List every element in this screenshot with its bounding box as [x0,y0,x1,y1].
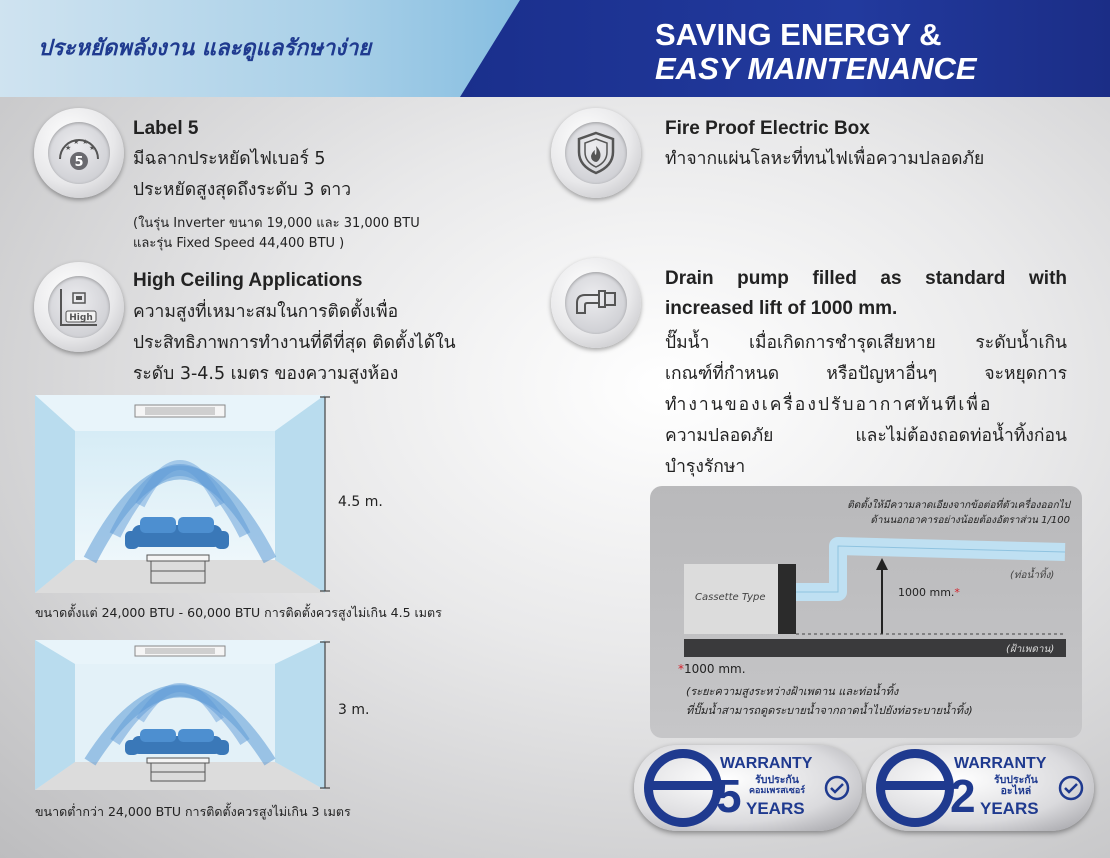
warranty-sub2-2: อะไหล่ [1000,785,1032,797]
warranty-number-1: 5 [716,770,742,822]
svg-text:★: ★ [65,144,72,152]
page-title [655,18,977,86]
warranty-badge-parts [866,745,1094,831]
svg-text:★: ★ [89,144,96,152]
slope-note-line1: ติดตั้งให้มีความลาดเอียงจากข้อต่อที่ตัวเครื่องออกไป [847,500,1070,511]
warranty-years-2: YEARS [980,799,1039,818]
drain-line2: เกณฑ์ที่กำหนด หรือปัญหาอื่นๆ จะหยุดการ [665,364,1067,384]
label5-note1: (ในรุ่น Inverter ขนาด 19,000 และ 31,000 BTU [133,216,420,231]
label-number: 5 [74,155,84,170]
high-ceiling-line2: ประสิทธิภาพการทำงานที่ดีที่สุด ติดตั้งได้ใน [133,333,456,353]
drain-line1: ปั๊มน้ำ เมื่อเกิดการชำรุดเสียหาย ระดับน้ำเกิน [665,333,1067,353]
room-short-dimension: 3 m. [338,702,370,718]
energy-label-icon [56,133,102,173]
height-arrow-short [318,640,332,790]
warranty-badge-compressor [634,745,862,831]
drain-pump-desc [665,328,1067,483]
footnote [686,682,973,720]
ceiling-label: (ฝ้าเพดาน) [1006,644,1055,655]
fire-proof-icon [551,108,641,198]
lift-asterisk: * [954,586,960,599]
high-ceiling-line3: ระดับ 3-4.5 เมตร ของความสูงห้อง [133,364,399,384]
label5-line1: มีฉลากประหยัดไฟเบอร์ 5 [133,149,326,169]
drain-line5: บำรุงรักษา [665,457,746,477]
check-icon [824,775,850,801]
lift-value: 1000 mm. [898,586,955,599]
high-ceiling-icon [34,262,124,352]
height-arrow-tall [318,395,332,593]
drain-diagram [650,486,1082,738]
footnote-asterisk: * [678,662,684,676]
drain-pump-icon [551,258,641,348]
svg-text:★: ★ [73,138,80,146]
warranty-sub2-1: คอมเพรสเซอร์ [749,786,806,796]
label5-note [133,214,420,254]
fire-proof-desc: ทำจากแผ่นโลหะที่ทนไฟเพื่อความปลอดภัย [665,149,985,169]
cassette-label: Cassette Type [695,592,766,603]
title-line2: EASY MAINTENANCE [655,51,977,86]
footnote-line2: ที่ปั๊มน้ำสามารถดูดระบายน้ำจากถาดน้ำไปยังท่อระบายน้ำทิ้ง) [686,704,973,717]
room-illustration-short [35,640,325,790]
warranty-title-1: WARRANTY [720,755,813,772]
high-ceiling-title: High Ceiling Applications [133,270,363,291]
warranty-sub-1 [749,775,805,797]
room-tall-dimension: 4.5 m. [338,494,383,510]
drain-line3: ทำงานของเครื่องปรับอากาศทันทีเพื่อ [665,395,993,415]
shield-fire-icon [575,130,617,176]
thai-slogan: ประหยัดพลังงาน และดูแลรักษาง่าย [38,36,372,61]
ceiling-unit-icon [57,285,101,329]
fire-proof-title: Fire Proof Electric Box [665,118,870,139]
lift-label [898,586,960,599]
pipe-label: (ท่อน้ำทิ้ง) [1010,570,1055,581]
footnote-value [678,662,746,676]
label5-title: Label 5 [133,118,199,139]
footnote-line1: (ระยะความสูงระหว่างฝ้าเพดาน และท่อน้ำทิ้ง [686,685,899,698]
room-illustration-tall [35,395,325,593]
high-label: High [69,313,93,323]
check-icon [1058,775,1084,801]
room-tall-caption: ขนาดตั้งแต่ 24,000 BTU - 60,000 BTU การติดตั้งควรสูงไม่เกิน 4.5 เมตร [35,605,442,620]
svg-text:★: ★ [82,138,89,146]
warranty-number-2: 2 [950,770,976,822]
header-banner [0,0,1110,97]
label5-desc [133,144,351,206]
drain-pump-title-line1: Drain pump filled as standard with [665,268,1067,289]
warranty-years-1: YEARS [746,799,805,818]
slope-note [820,498,1070,528]
room-short-caption: ขนาดต่ำกว่า 24,000 BTU การติดตั้งควรสูงไม่เกิน 3 เมตร [35,804,351,819]
warranty-sub1-2: รับประกัน [994,774,1038,786]
title-line1: SAVING ENERGY & [655,17,942,52]
footnote-value-text: 1000 mm. [684,662,746,676]
label5-note2: และรุ่น Fixed Speed 44,400 BTU ) [133,236,345,251]
room-short-svg [35,640,325,790]
warranty-sub1-1: รับประกัน [755,774,799,786]
room-tall-svg [35,395,325,593]
warranty-sub-2 [994,775,1038,797]
slope-note-line2: ด้านนอกอาคารอย่างน้อยต้องอัตราส่วน 1/100 [870,515,1070,526]
pipe-icon [573,283,619,323]
label5-line2: ประหยัดสูงสุดถึงระดับ 3 ดาว [133,180,352,200]
high-ceiling-line1: ความสูงที่เหมาะสมในการติดตั้งเพื่อ [133,302,399,322]
high-ceiling-desc [133,297,456,390]
label5-icon [34,108,124,198]
warranty-title-2: WARRANTY [954,755,1047,772]
drain-line4: ความปลอดภัย และไม่ต้องถอดท่อน้ำทิ้งก่อน [665,426,1067,446]
drain-pump-title-line2: increased lift of 1000 mm. [665,298,898,319]
